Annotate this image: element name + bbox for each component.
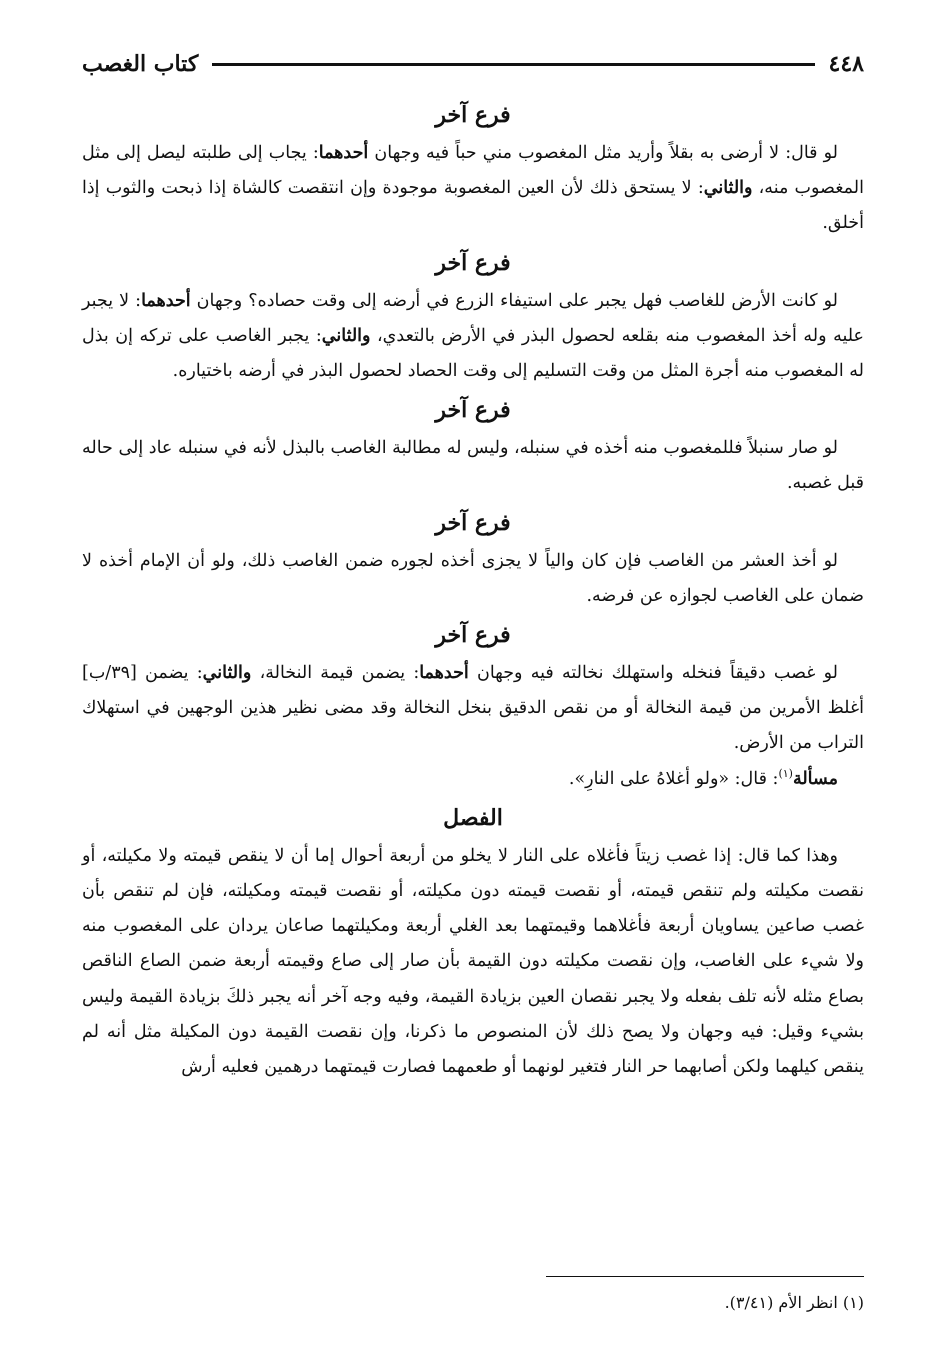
bold-term: أحدهما — [141, 290, 191, 311]
paragraph: لو أخذ العشر من الغاصب فإن كان والياً لا يجزى أخذه لجوره ضمن الغاصب ذلك، ولو أن الإمام أخذه لا ضمان على الغاصب لجوازه عن فرضه. — [82, 550, 864, 606]
fasl-heading: الفصل — [443, 804, 503, 831]
bold-term: أحدهما — [318, 143, 369, 163]
masala-text: : قال: «ولو أغلاهُ على النارِ». — [568, 768, 779, 789]
text-run: : لا يجبر عليه وله أخذ المغصوب منه بقلعه لحصول البذر في الأرض بالتعدي، — [82, 290, 865, 346]
paragraph — [82, 656, 864, 762]
footnote: (١) انظر الأم (٣/٤١). — [724, 1293, 864, 1312]
masala-line — [82, 762, 864, 797]
bold-term: والثاني — [703, 178, 753, 199]
masala-label: مسألة — [792, 768, 838, 789]
text-run: لو غصب دقيقاً فنخله واستهلك نخالته فيه وجهان — [468, 663, 838, 684]
paragraph — [82, 136, 864, 242]
bold-term: والثاني — [321, 325, 371, 346]
fasl-paragraph: وهذا كما قال: إذا غصب زيتاً فأغلاه على النار لا يخلو من أربعة أحوال إما أن لا ينقص قيمته ولا مكيلته، أو نقصت مكيلته ولم تنقص قيمته، أو نقصت قيمته دون مكيلته، أو نقصت قيمته ومكيلته، فإن لم تنقص بأن غصب صاعين يساويان أربعة فأغلاهما وقيمتهما بعد الغلي أربعة ومكيلتهما صاعان يردان على المغصوب منه ولا شيء على الغاصب، وإن نقصت مكيلته دون القيمة بأن صار إلى صاع وقيمته أربعة ضمن الصاع الناقص بصاع مثله لأنه تلف بفعله ولا يجبر نقصان العين بزيادة القيمة، وفيه وجه آخر أنه يجبر ذلكَ بزيادة القيمة وليس بشيء وقيل: فيه وجهان ولا يصح ذلك لأن المنصوص ما ذكرنا، وإن نقصت القيمة دون المكيلة مثل أنه لم ينقص كيلهما ولكن أصابهما حر النار فتغير لونهما أو طعمهما فصارت قيمتهما درهمين فعليه أرش — [82, 845, 864, 1078]
text-run: : يجبر الغاصب على تركه إن بذل له المغصوب منه أجرة المثل من وقت التسليم إلى وقت الحصاد لحصول البذر في أرضه باختياره. — [82, 325, 864, 382]
text-run: لو كانت الأرض للغاصب فهل يجبر على استيفاء الزرع في أرضه إلى وقت حصاده؟ وجهان — [190, 290, 838, 311]
text-run: : يضمن قيمة النخالة، — [251, 663, 420, 684]
page-number: ٤٤٨ — [828, 51, 864, 77]
page-body — [82, 94, 864, 1085]
section-heading: فرع آخر — [435, 249, 511, 276]
book-title: كتاب الغصب — [82, 51, 199, 77]
bold-term: والثاني — [202, 663, 252, 684]
text-run: لو قال: لا أرضى به بقلاً وأريد مثل المغصوب مني حباً فيه وجهان — [368, 143, 838, 163]
bold-term: أحدهما — [419, 663, 469, 684]
text-run: : لا يستحق ذلك لأن العين المغصوبة موجودة وإن انتقصت كالشاة إذا ذبحت والثوب إذا أخلق. — [82, 178, 864, 234]
section-heading: فرع آخر — [435, 397, 511, 424]
section-heading: فرع آخر — [435, 509, 511, 536]
page-header — [82, 44, 864, 84]
footnote-rule — [546, 1276, 864, 1277]
header-rule — [212, 63, 814, 66]
section-heading: فرع آخر — [435, 622, 511, 649]
section-heading: فرع آخر — [435, 102, 511, 128]
paragraph — [82, 284, 864, 390]
footnote-ref[interactable]: (١) — [778, 766, 793, 780]
text-run: : يجاب إلى طلبته ليصل إلى مثل المغصوب منه، — [82, 143, 864, 199]
paragraph: لو صار سنبلاً فللمغصوب منه أخذه في سنبله، وليس له مطالبة الغاصب بالبذل لأنه في سنبله عاد إلى حاله قبل غصبه. — [82, 438, 864, 494]
text-run: : يضمن [٣٩/ب] أغلظ الأمرين من قيمة النخالة أو من نقص الدقيق بنخل النخالة وقد مضى نظير هذين الوجهين في استهلاك التراب من الأرض. — [82, 663, 864, 754]
